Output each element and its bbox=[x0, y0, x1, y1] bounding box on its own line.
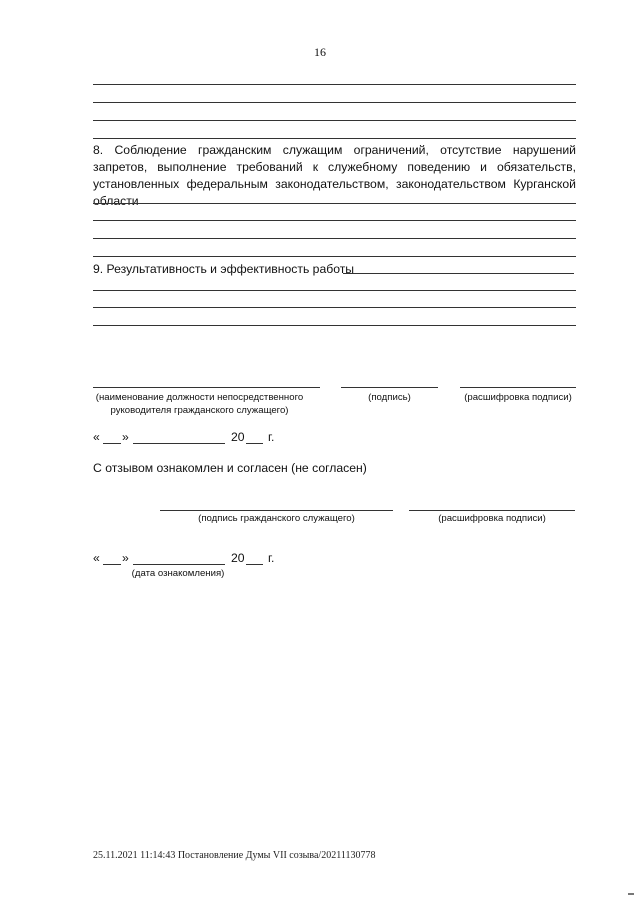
date-year-prefix: 20 bbox=[231, 430, 245, 444]
fill-line bbox=[93, 307, 576, 308]
fill-line bbox=[93, 138, 576, 139]
fill-line bbox=[93, 203, 576, 204]
date-day-line bbox=[103, 443, 121, 444]
section-9-label: 9. Результативность и эффективность работы bbox=[93, 262, 355, 276]
edge-mark bbox=[628, 893, 634, 895]
date2-caption: (дата ознакомления) bbox=[131, 568, 225, 579]
date2-year-prefix: 20 bbox=[231, 551, 245, 565]
date2-year-line bbox=[246, 564, 263, 565]
fill-line bbox=[93, 290, 576, 291]
date2-month-line bbox=[133, 564, 225, 565]
supervisor-signature-line bbox=[341, 387, 438, 388]
fill-line bbox=[93, 238, 576, 239]
date-year-suffix: г. bbox=[268, 430, 275, 444]
fill-line bbox=[93, 256, 576, 257]
page-number: 16 bbox=[314, 45, 326, 59]
date2-day-line bbox=[103, 564, 121, 565]
supervisor-position-line bbox=[93, 387, 320, 388]
employee-signature-line bbox=[160, 510, 393, 511]
date2-close-quote: » bbox=[122, 551, 129, 565]
fill-line bbox=[93, 220, 576, 221]
supervisor-position-caption: (наименование должности непосредственного руководителя гражданского служащего) bbox=[95, 392, 304, 416]
date-year-line bbox=[246, 443, 263, 444]
employee-decoding-line bbox=[409, 510, 575, 511]
document-footer-stamp: 25.11.2021 11:14:43 Постановление Думы VII созыва/20211130778 bbox=[93, 850, 376, 861]
acquainted-statement: С отзывом ознакомлен и согласен (не согласен) bbox=[93, 461, 367, 475]
fill-line bbox=[93, 120, 576, 121]
supervisor-signature-caption: (подпись) bbox=[368, 392, 411, 403]
section-9-inline-line bbox=[343, 273, 574, 274]
employee-decoding-caption: (расшифровка подписи) bbox=[438, 513, 546, 524]
fill-line bbox=[93, 325, 576, 326]
date-open-quote: « bbox=[93, 430, 100, 444]
date-month-line bbox=[133, 443, 225, 444]
supervisor-decoding-line bbox=[460, 387, 576, 388]
date2-year-suffix: г. bbox=[268, 551, 275, 565]
date-close-quote: » bbox=[122, 430, 129, 444]
employee-signature-caption: (подпись гражданского служащего) bbox=[198, 513, 355, 524]
fill-line bbox=[93, 84, 576, 85]
date2-open-quote: « bbox=[93, 551, 100, 565]
supervisor-decoding-caption: (расшифровка подписи) bbox=[464, 392, 572, 403]
fill-line bbox=[93, 102, 576, 103]
section-8-text: 8. Соблюдение гражданским служащим ограничений, отсутствие нарушений запретов, выполнение требований к служебному поведению и обязательств, установленных федеральным законодательством, законодательством Курганской области bbox=[93, 143, 576, 208]
